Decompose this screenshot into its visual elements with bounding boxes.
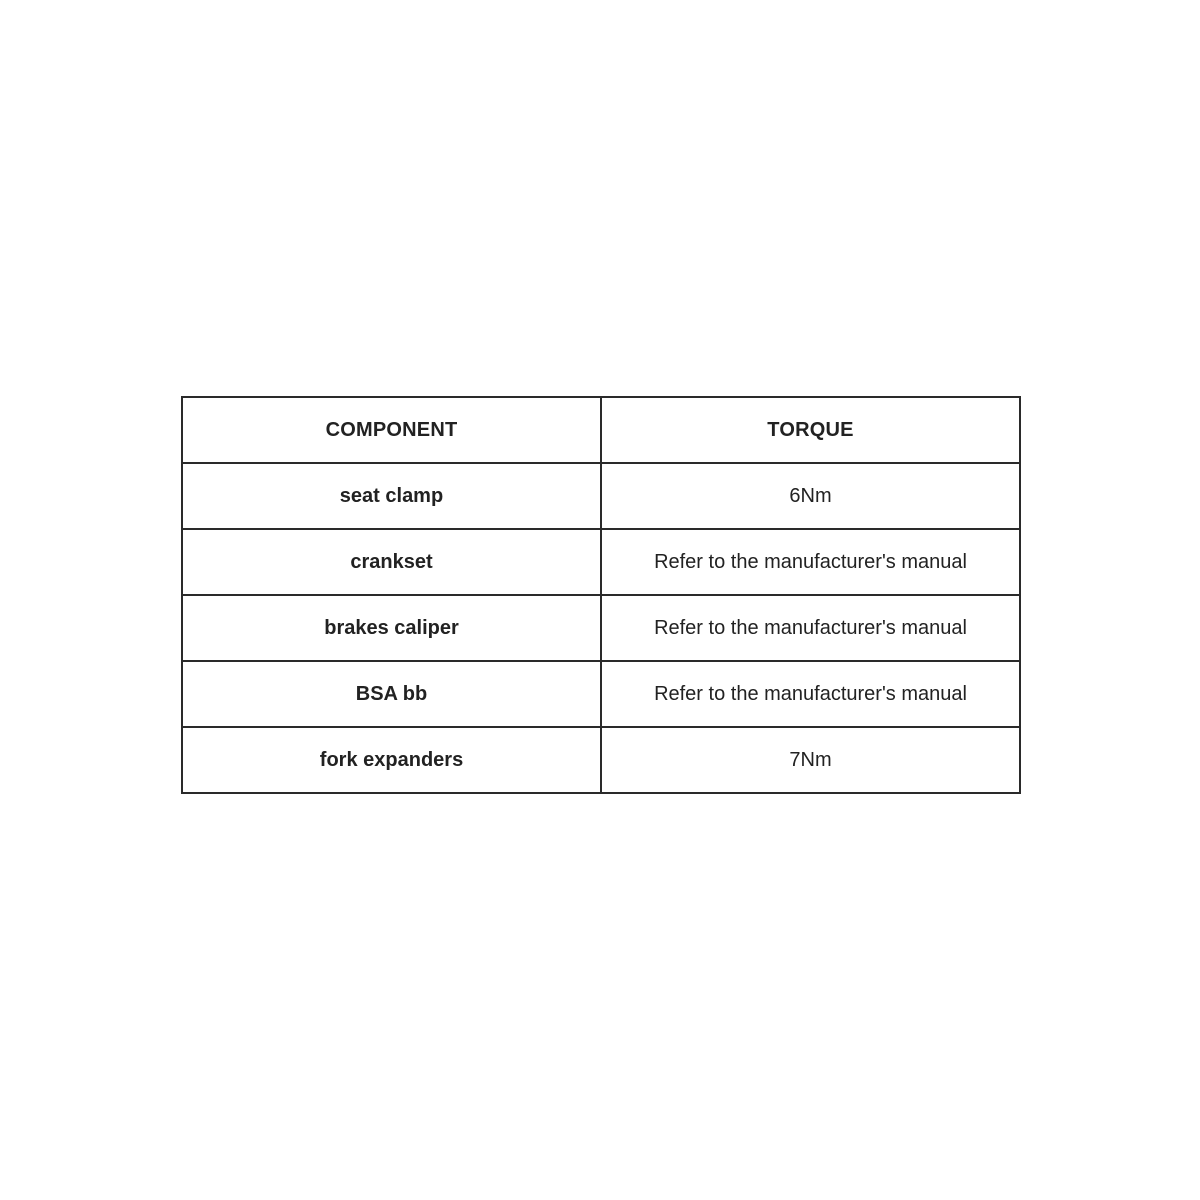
- torque-spec-table: [181, 396, 1021, 794]
- torque-cell: Refer to the manufacturer's manual: [601, 661, 1020, 727]
- torque-cell: 7Nm: [601, 727, 1020, 793]
- component-cell: fork expanders: [182, 727, 601, 793]
- table-row: [182, 595, 1020, 661]
- column-header-torque: TORQUE: [601, 397, 1020, 463]
- torque-cell: Refer to the manufacturer's manual: [601, 595, 1020, 661]
- component-cell: BSA bb: [182, 661, 601, 727]
- table-row: [182, 727, 1020, 793]
- component-cell: seat clamp: [182, 463, 601, 529]
- table-header-row: [182, 397, 1020, 463]
- column-header-component: COMPONENT: [182, 397, 601, 463]
- torque-cell: 6Nm: [601, 463, 1020, 529]
- table-row: [182, 529, 1020, 595]
- component-cell: crankset: [182, 529, 601, 595]
- torque-cell: Refer to the manufacturer's manual: [601, 529, 1020, 595]
- component-cell: brakes caliper: [182, 595, 601, 661]
- table-row: [182, 661, 1020, 727]
- table-row: [182, 463, 1020, 529]
